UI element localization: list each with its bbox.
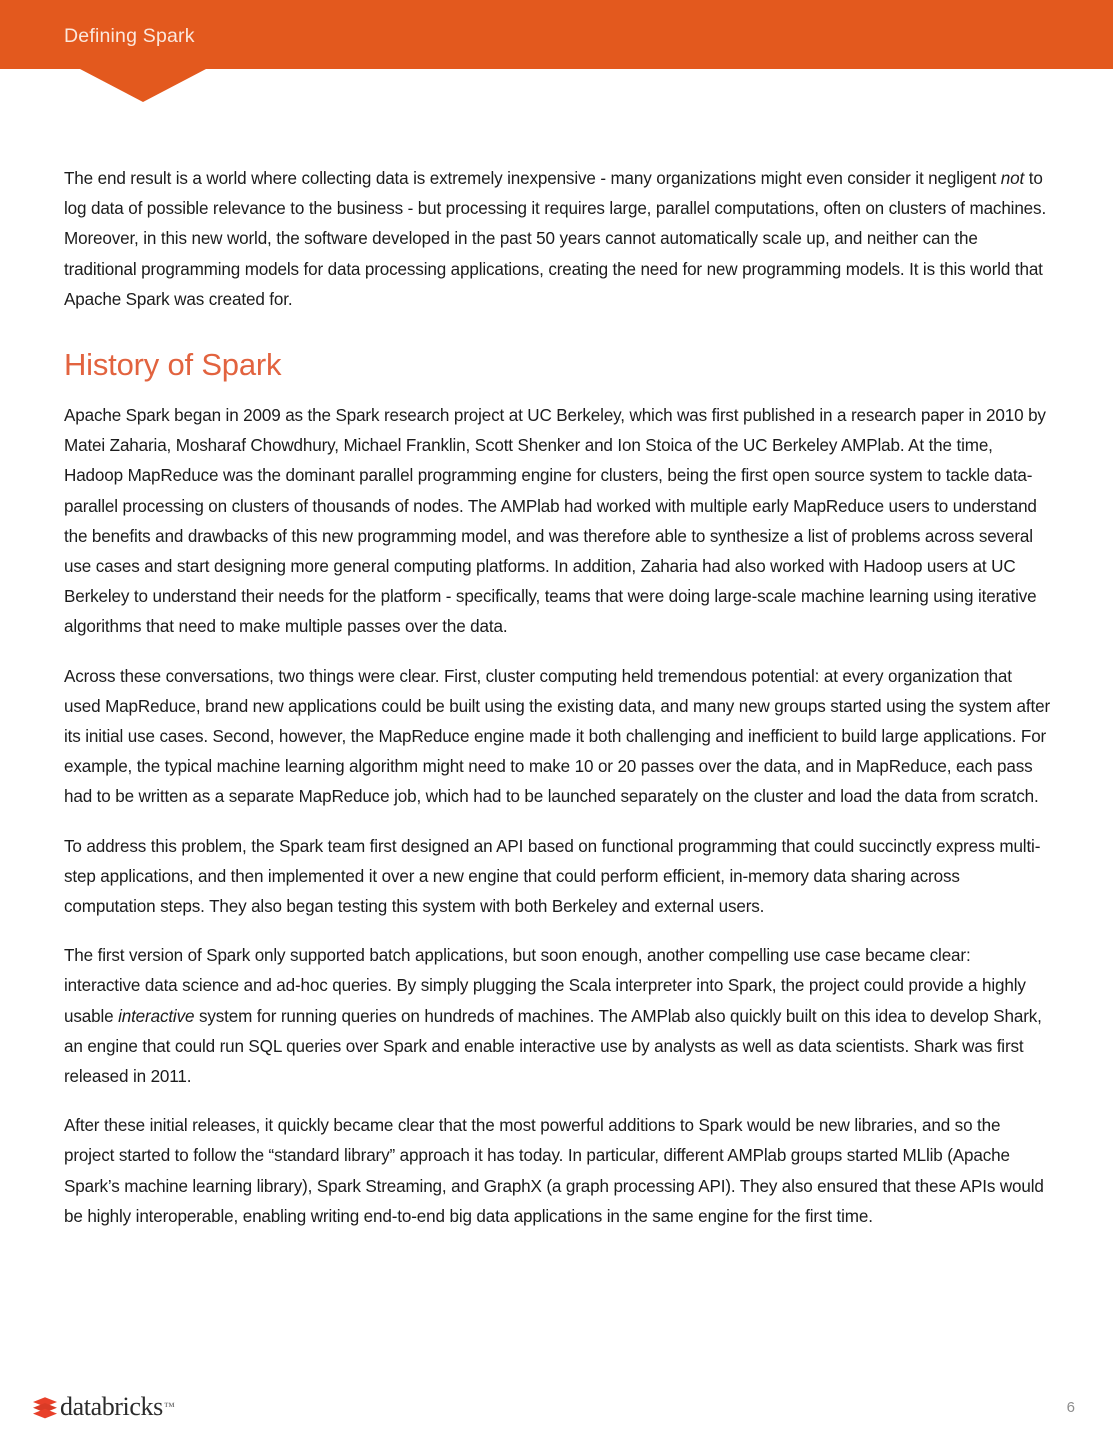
paragraph-1: Apache Spark began in 2009 as the Spark research project at UC Berkeley, which was first published in a research paper in 2010 by Matei Zaharia, Mosharaf Chowdhury, Michael Franklin, Scott Shenker and Ion Stoica of the UC Berkeley AMPlab. At the time, Hadoop MapReduce was the dominant parallel programming engine for clusters, being the first open source system to tackle data-parallel processing on clusters of thousands of nodes. The AMPlab had worked with multiple early MapReduce users to understand the benefits and drawbacks of this new programming model, and was therefore able to synthesize a list of problems across several use cases and start designing more general computing platforms. In addition, Zaharia had also worked with Hadoop users at UC Berkeley to understand their needs for the platform - specifically, teams that were doing large-scale machine learning using iterative algorithms that need to make multiple passes over the data.	[64, 406, 1046, 637]
intro-text-part-1: The end result is a world where collecting data is extremely inexpensive - many organizations might even consider it negligent	[64, 169, 1001, 188]
header-chevron-notch-icon	[80, 69, 206, 102]
page-number: 6	[1066, 1399, 1075, 1416]
paragraph-4-emphasis-interactive: interactive	[118, 1006, 195, 1026]
databricks-wordmark: databricks	[60, 1392, 163, 1421]
page-footer	[0, 1385, 1113, 1440]
paragraph-3: To address this problem, the Spark team first designed an API based on functional programming that could succinctly express multi-step applications, and then implemented it over a new engine that could perform efficient, in-memory data sharing across computation steps. They also began testing this system with both Berkeley and external users.	[64, 836, 1041, 917]
intro-paragraph	[64, 164, 1050, 315]
running-header-title: Defining Spark	[64, 25, 195, 47]
paragraph-5: After these initial releases, it quickly became clear that the most powerful additions to Spark would be new libraries, and so the project started to follow the “standard library” approach it has today. In particular, different AMPlab groups started MLlib (Apache Spark’s machine learning library), Spark Streaming, and GraphX (a graph processing API). They also ensured that these APIs would be highly interoperable, enabling writing end-to-end big data applications in the same engine for the first time.	[64, 1116, 1044, 1226]
intro-text-part-2: to log data of possible relevance to the business - but processing it requires large, parallel computations, often on clusters of machines. Moreover, in this new world, the software developed in the past 50 years cannot automatically scale up, and neither can the traditional programming models for data processing applications, creating the need for new programming models. It is this world that Apache Spark was created for.	[64, 169, 1047, 309]
intro-emphasis-not: not	[1000, 169, 1025, 188]
paragraph-2: Across these conversations, two things were clear. First, cluster computing held tremendous potential: at every organization that used MapReduce, brand new applications could be built using the existing data, and many new groups started using the system after its initial use cases. Second, however, the MapReduce engine made it both challenging and inefficient to build large applications. For example, the typical machine learning algorithm might need to make 10 or 20 passes over the data, and in MapReduce, each pass had to be written as a separate MapReduce job, which had to be launched separately on the cluster and load the data from scratch.	[64, 666, 1050, 807]
databricks-logo	[32, 1393, 175, 1421]
databricks-stacked-layers-icon	[32, 1396, 58, 1421]
paragraph-4-part-1: The first version of Spark only supported batch applications, but soon enough, another compelling use case became clear: interactive data science and ad-hoc queries. By simply plugging the Scala interpreter into Spark, the project could provide a highly usable	[64, 946, 1026, 1026]
paragraph-4	[64, 941, 1050, 1092]
trademark-symbol: ™	[163, 1401, 175, 1413]
paragraph-4-part-2: system for running queries on hundreds of machines. The AMPlab also quickly built on this idea to develop Shark, an engine that could run SQL queries over Spark and enable interactive use by analysts as well as data scientists. Shark was first released in 2011.	[64, 1006, 1042, 1087]
page-content	[64, 164, 1050, 1251]
section-heading-history-of-spark: History of Spark	[64, 347, 282, 383]
